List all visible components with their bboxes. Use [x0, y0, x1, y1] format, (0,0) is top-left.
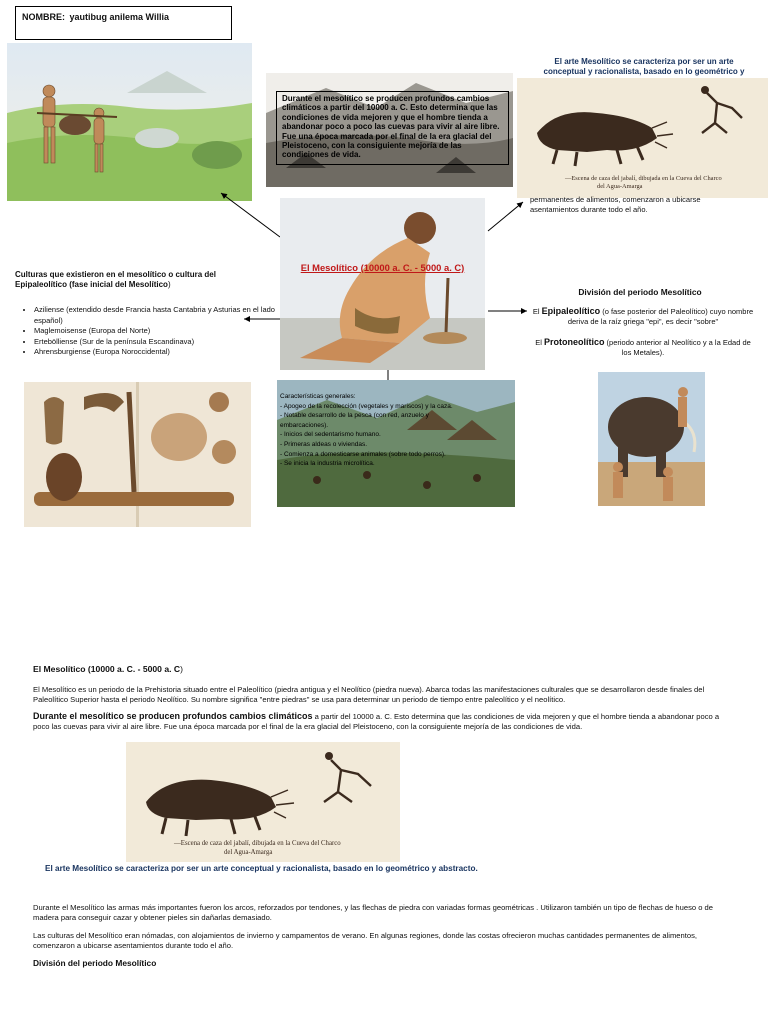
climate-change-text: Durante el mesolítico se producen profundos cambios climáticos a partir del 10000 a. C. Esto determina que las condiciones de vida mejoren y que el hombre tienda a abandonar poco a poco las cuevas para vivir al aire libre. Fue una época marcada por el final de la era glacial del Pleistoceno, con la consiguiente mejoría de las condiciones de vida. — [282, 94, 500, 160]
culture-item: • Maglemoisense (Europa del Norte) — [34, 326, 286, 337]
division-heading-bottom: División del periodo Mesolítico — [33, 958, 157, 968]
characteristic-line: - Se inicia la industria microlítica. — [280, 460, 375, 468]
cultures-list — [0, 305, 286, 358]
culture-item: • Aziliense (extendido desde Francia hasta Cantabria y Asturias en el lado español) — [34, 305, 286, 326]
culture-item: • Ahrensburgiense (Europa Noroccidental) — [34, 347, 286, 358]
division-heading-top: División del periodo Mesolítico — [578, 287, 702, 297]
mammoth-hunt-image — [598, 372, 705, 506]
characteristic-line: - Apogeo de la recolección (vegetales y mariscos) y la caza. — [280, 402, 453, 410]
climate-paragraph — [33, 712, 733, 732]
characteristics-heading: Características generales: — [280, 393, 356, 400]
epi-text: (o fase posterior del Paleolítico) cuyo nombre deriva de la raíz griega "epi", es decir "sobre" — [567, 307, 754, 326]
climate-rest: a partir del 10000 a. C. Esto determina que las condiciones de vida mejoren y que el hombre tienda a abandonar poco a poco las cuevas para vivir al aire libre. Fue una época marcada por el final de la era glacial del Pleistoceno, con la consiguiente mejoría de las condiciones de vida. — [33, 712, 720, 731]
epipaleolithic-text — [532, 306, 754, 327]
art-heading-top: El arte Mesolítico se caracteriza por ser un arte conceptual y racionalista, basado en lo geométrico y — [543, 57, 745, 76]
epi-prefix: El — [532, 307, 540, 316]
nomadic-paragraph: Las culturas del Mesolítico eran nómadas, con alojamientos de invierno y campamentos de verano. En algunas regiones, donde las costas ofrecieron muchas cantidades permanentes de alimentos, comenzaron a ubicarse asentamientos durante todo el año. — [33, 931, 697, 950]
kneeling-man-illustration — [280, 198, 485, 370]
cultures-heading-close: ) — [167, 280, 171, 289]
boar-hunt-painting-bottom — [126, 742, 400, 862]
characteristics-block — [280, 392, 512, 469]
intro-paragraph: El Mesolítico es un periodo de la Prehistoria situado entre el Paleolítico (piedra antigua y el Neolítico (piedra nueva). Abarca todas las manifestaciones culturales que se desarrollaron desde finales del Paleolítico Superior hasta el periodo Neolítico. Su nombre significa "entre piedras" se usa para determinar un periodo de tiempo entre paleolítico y el neolítico. — [33, 685, 705, 704]
body-title-text: El Mesolítico (10000 a. C. - 5000 a. C — [33, 664, 181, 674]
boar-caption-bottom-2: del Agua-Amarga — [224, 849, 273, 856]
center-title: El Mesolítico (10000 a. C. - 5000 a. C) — [300, 262, 465, 273]
characteristic-line: - Comienza a domesticarse animales (sobre todo perros). — [280, 450, 446, 458]
name-label: NOMBRE: — [22, 12, 65, 22]
cultures-heading-line2: Epipaleolítico (fase inicial del Mesolítico — [15, 280, 168, 289]
epi-term: Epipaleolítico — [541, 306, 601, 316]
proto-prefix: El — [535, 338, 542, 347]
body-title — [33, 664, 183, 674]
characteristic-line: embarcaciones). — [280, 421, 329, 429]
proto-term: Protoneolítico — [543, 337, 605, 347]
settlements-text-1: permanentes de alimentos, comenzaron a ubicarse — [530, 195, 701, 204]
characteristic-line: - Primeras aldeas o viviendas. — [280, 440, 368, 448]
tools-photo — [24, 382, 251, 527]
protoneolithic-text — [532, 337, 754, 358]
name-value: yautibug anilema Willia — [69, 12, 169, 22]
cultures-heading-line1: Culturas que existieron en el mesolítico o cultura del — [15, 270, 216, 279]
characteristic-line: - Notable desarrollo de la pesca (con red, anzuelo y — [280, 412, 429, 420]
boar-caption-bottom-1: —Escena de caza del jabalí, dibujada en la Cueva del Charco — [174, 840, 341, 847]
village-scene-image — [277, 380, 515, 507]
art-heading-bottom: El arte Mesolítico se caracteriza por ser un arte conceptual y racionalista, basado en lo geométrico y abstracto. — [45, 864, 478, 873]
settlements-text-2: asentamientos durante todo el año. — [530, 205, 648, 214]
characteristic-line: - Inicios del sedentarismo humano. — [280, 431, 381, 439]
weapons-paragraph: Durante el Mesolítico las armas más importantes fueron los arcos, reforzados por tendones, y las flechas de piedra con variadas formas geométricas . Utilizaron también un tipo de flechas de hueso o de madera para conseguir cazar y obtener pieles sin dañarlas demasiado. — [33, 903, 713, 922]
climate-lead: Durante el mesolítico se producen profundos cambios climáticos — [33, 711, 313, 721]
proto-text: (periodo anterior al Neolítico y a la Edad de los Metales). — [606, 338, 751, 357]
boar-caption-top-2: del Agua-Amarga — [597, 183, 643, 190]
boar-caption-top-1: —Escena de caza del jabalí, dibujada en la Cueva del Charco — [565, 175, 722, 182]
body-title-close: ) — [180, 664, 183, 674]
cultures-heading — [15, 270, 245, 290]
culture-item: • Ertebölliense (Sur de la península Escandinava) — [34, 337, 286, 348]
